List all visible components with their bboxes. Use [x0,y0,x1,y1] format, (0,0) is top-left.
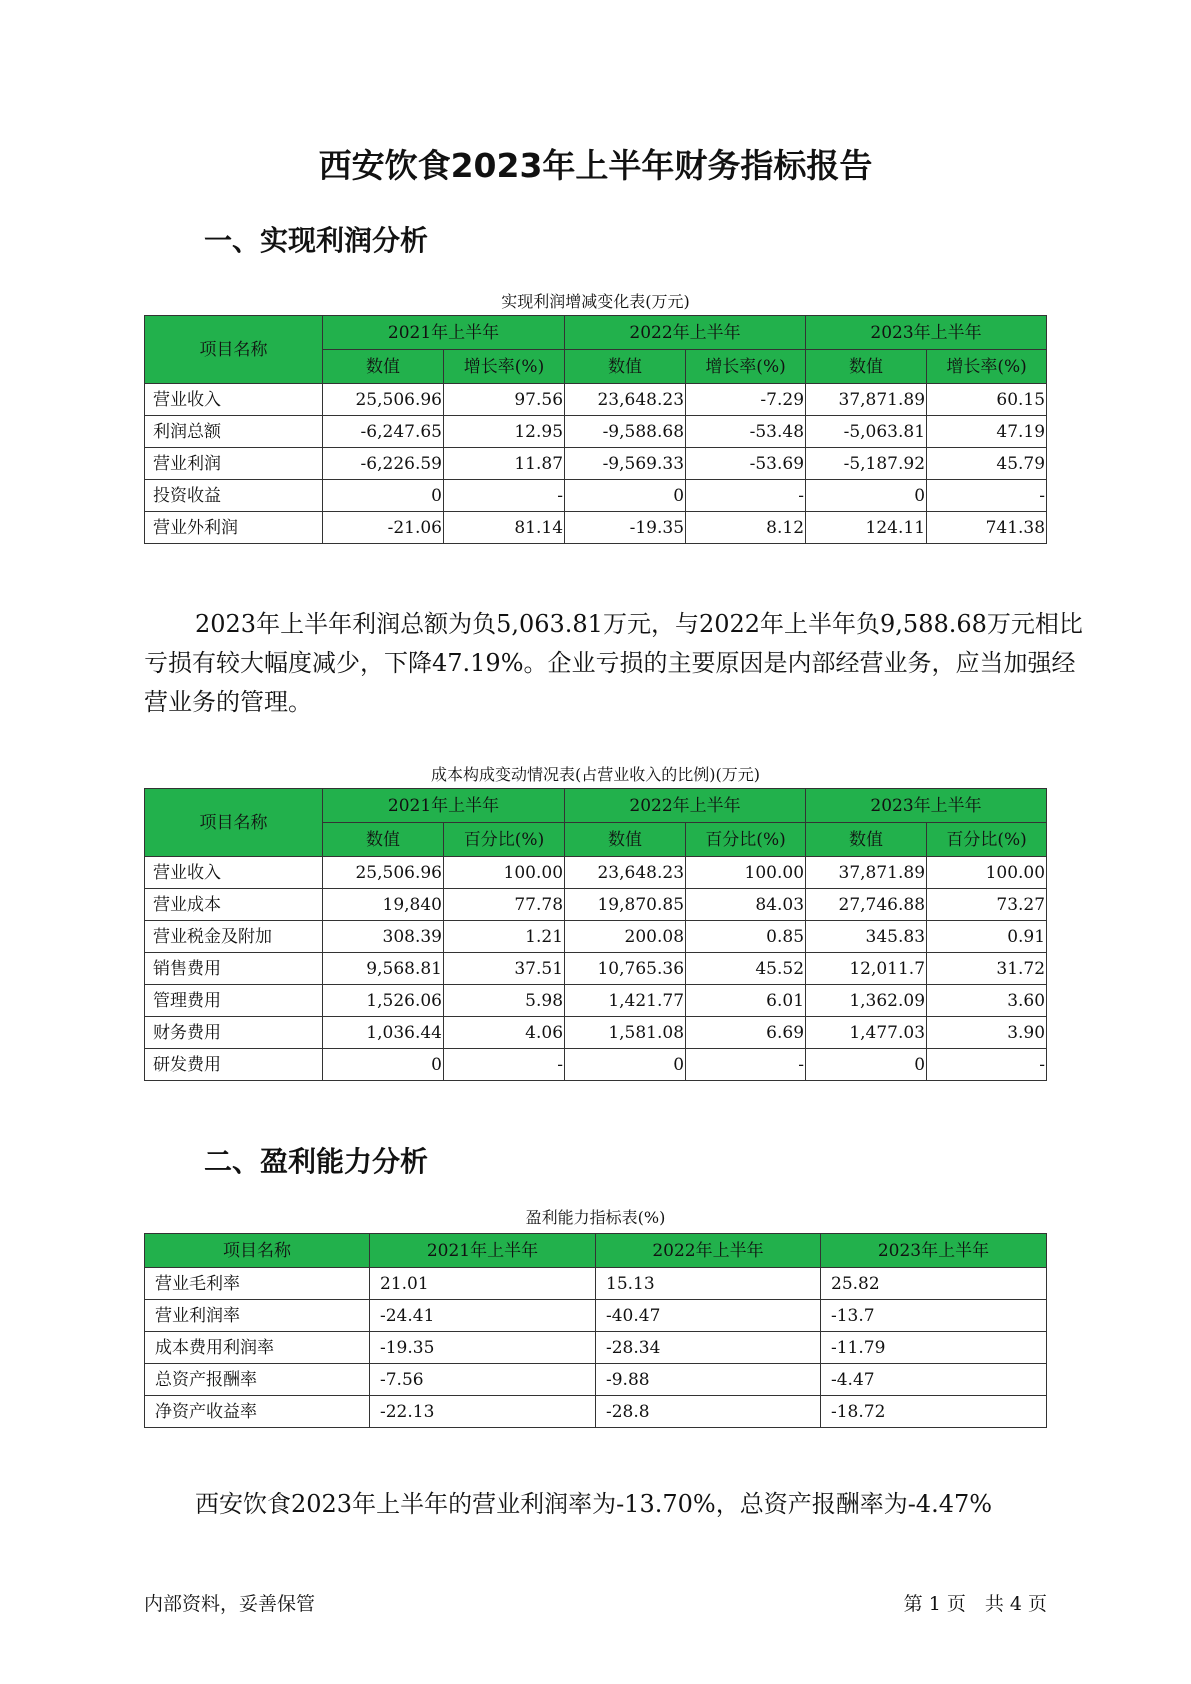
value-subheader: 数值 [806,350,927,384]
table-cell: 1,477.03 [806,1017,927,1049]
row-label: 利润总额 [145,416,323,448]
period-header: 2022年上半年 [565,789,806,823]
table-cell: - [927,480,1047,512]
profit-change-table [144,315,1047,544]
item-name-header: 项目名称 [145,789,323,857]
table-cell: -19.35 [370,1332,596,1364]
table-cell: 25,506.96 [323,384,444,416]
table-cell: 45.79 [927,448,1047,480]
table-cell: 0 [806,1049,927,1081]
table-row [145,921,1047,953]
table-cell: 45.52 [686,953,806,985]
period-header: 2021年上半年 [323,316,565,350]
table-cell: 4.06 [444,1017,565,1049]
row-label: 营业利润率 [145,1300,370,1332]
table-cell: 27,746.88 [806,889,927,921]
table-cell: -13.7 [821,1300,1047,1332]
table-cell: 10,765.36 [565,953,686,985]
table-row [145,1396,1047,1428]
table-cell: 19,870.85 [565,889,686,921]
row-label: 销售费用 [145,953,323,985]
table-cell: -28.34 [596,1332,821,1364]
period-header: 2022年上半年 [565,316,806,350]
table-cell: - [686,1049,806,1081]
table-row [145,416,1047,448]
table-cell: 60.15 [927,384,1047,416]
table-row [145,1364,1047,1396]
table-cell: - [686,480,806,512]
percent-subheader: 百分比(%) [927,823,1047,857]
table-cell: 5.98 [444,985,565,1017]
growth-subheader: 增长率(%) [686,350,806,384]
table-cell: 9,568.81 [323,953,444,985]
table-cell: 1,362.09 [806,985,927,1017]
table-cell: 15.13 [596,1268,821,1300]
table-header-row [145,1234,1047,1268]
period-header: 2023年上半年 [821,1234,1047,1268]
table-cell: -24.41 [370,1300,596,1332]
cost-structure-table [144,788,1047,1081]
table-cell: -53.48 [686,416,806,448]
table-caption-profit-change: 实现利润增减变化表(万元) [501,292,690,311]
table-cell: 1,036.44 [323,1017,444,1049]
table-cell: 19,840 [323,889,444,921]
item-name-header: 项目名称 [145,316,323,384]
table-cell: -21.06 [323,512,444,544]
row-label: 营业收入 [145,384,323,416]
table-cell: 6.01 [686,985,806,1017]
growth-subheader: 增长率(%) [444,350,565,384]
table-row [145,889,1047,921]
table-cell: -9,588.68 [565,416,686,448]
table-cell: 1,421.77 [565,985,686,1017]
table-cell: 84.03 [686,889,806,921]
period-header: 2021年上半年 [370,1234,596,1268]
table-cell: 0 [565,480,686,512]
table-cell: 37,871.89 [806,384,927,416]
table-row [145,384,1047,416]
row-label: 营业收入 [145,857,323,889]
value-subheader: 数值 [323,350,444,384]
table-cell: 77.78 [444,889,565,921]
profitability-table [144,1233,1047,1428]
table-cell: 100.00 [686,857,806,889]
value-subheader: 数值 [323,823,444,857]
row-label: 财务费用 [145,1017,323,1049]
table-cell: 741.38 [927,512,1047,544]
table-cell: -5,063.81 [806,416,927,448]
period-header: 2022年上半年 [596,1234,821,1268]
table-cell: -9.88 [596,1364,821,1396]
table-cell: -4.47 [821,1364,1047,1396]
table-cell: -9,569.33 [565,448,686,480]
table-cell: 3.60 [927,985,1047,1017]
table-cell: 0.85 [686,921,806,953]
table-cell: 37.51 [444,953,565,985]
row-label: 营业成本 [145,889,323,921]
table-cell: -18.72 [821,1396,1047,1428]
period-header: 2021年上半年 [323,789,565,823]
table-cell: 0.91 [927,921,1047,953]
table-cell: -7.56 [370,1364,596,1396]
table-cell: 0 [806,480,927,512]
page-number: 第 1 页 共 4 页 [903,1593,1047,1615]
table-cell: -53.69 [686,448,806,480]
table-cell: 6.69 [686,1017,806,1049]
table-row [145,953,1047,985]
table-cell: 12,011.7 [806,953,927,985]
section-heading-profitability: 二、盈利能力分析 [204,1145,429,1178]
row-label: 研发费用 [145,1049,323,1081]
table-cell: 25,506.96 [323,857,444,889]
row-label: 投资收益 [145,480,323,512]
table-cell: 8.12 [686,512,806,544]
table-cell: 25.82 [821,1268,1047,1300]
table-cell: -7.29 [686,384,806,416]
table-row [145,1017,1047,1049]
table-cell: -6,226.59 [323,448,444,480]
table-cell: 345.83 [806,921,927,953]
table-cell: 97.56 [444,384,565,416]
table-row [145,1332,1047,1364]
value-subheader: 数值 [565,823,686,857]
table-cell: 3.90 [927,1017,1047,1049]
table-cell: -11.79 [821,1332,1047,1364]
table-row [145,985,1047,1017]
table-cell: -5,187.92 [806,448,927,480]
row-label: 营业毛利率 [145,1268,370,1300]
period-header: 2023年上半年 [806,316,1047,350]
table-cell: 21.01 [370,1268,596,1300]
table-row [145,512,1047,544]
table-row [145,1268,1047,1300]
table-cell: 124.11 [806,512,927,544]
section-heading-profit: 一、实现利润分析 [204,224,429,257]
table-cell: 100.00 [444,857,565,889]
table-cell: 23,648.23 [565,384,686,416]
percent-subheader: 百分比(%) [686,823,806,857]
table-cell: -6,247.65 [323,416,444,448]
table-cell: - [444,1049,565,1081]
table-cell: 73.27 [927,889,1047,921]
period-header: 2023年上半年 [806,789,1047,823]
table-cell: 1.21 [444,921,565,953]
table-row [145,480,1047,512]
table-cell: 47.19 [927,416,1047,448]
row-label: 管理费用 [145,985,323,1017]
table-cell: 0 [565,1049,686,1081]
item-name-header: 项目名称 [145,1234,370,1268]
table-caption-cost-structure: 成本构成变动情况表(占营业收入的比例)(万元) [431,765,760,784]
table-cell: - [444,480,565,512]
table-header-row [145,316,1047,350]
table-cell: 100.00 [927,857,1047,889]
table-cell: -22.13 [370,1396,596,1428]
table-cell: -40.47 [596,1300,821,1332]
table-cell: 81.14 [444,512,565,544]
table-header-row [145,789,1047,823]
table-cell: 0 [323,1049,444,1081]
table-cell: 1,581.08 [565,1017,686,1049]
table-row [145,1300,1047,1332]
row-label: 净资产收益率 [145,1396,370,1428]
table-cell: 11.87 [444,448,565,480]
profit-analysis-paragraph: 2023年上半年利润总额为负5,063.81万元，与2022年上半年负9,588.68万元相比亏损有较大幅度减少，下降47.19%。企业亏损的主要原因是内部经营业务，应当加强经营业务的管理。 [144,610,1083,716]
table-cell: 12.95 [444,416,565,448]
table-cell: -28.8 [596,1396,821,1428]
growth-subheader: 增长率(%) [927,350,1047,384]
table-cell: 37,871.89 [806,857,927,889]
table-cell: 1,526.06 [323,985,444,1017]
profitability-paragraph: 西安饮食2023年上半年的营业利润率为-13.70%，总资产报酬率为-4.47% [195,1490,993,1518]
value-subheader: 数值 [565,350,686,384]
table-cell: 23,648.23 [565,857,686,889]
row-label: 营业外利润 [145,512,323,544]
table-cell: 31.72 [927,953,1047,985]
row-label: 总资产报酬率 [145,1364,370,1396]
table-cell: - [927,1049,1047,1081]
table-cell: -19.35 [565,512,686,544]
percent-subheader: 百分比(%) [444,823,565,857]
table-row [145,448,1047,480]
document-title: 西安饮食2023年上半年财务指标报告 [318,146,873,185]
row-label: 营业利润 [145,448,323,480]
table-cell: 0 [323,480,444,512]
table-caption-profitability: 盈利能力指标表(%) [525,1208,666,1227]
value-subheader: 数值 [806,823,927,857]
table-row [145,1049,1047,1081]
footer-confidential-note: 内部资料，妥善保管 [144,1593,316,1615]
row-label: 营业税金及附加 [145,921,323,953]
table-cell: 200.08 [565,921,686,953]
row-label: 成本费用利润率 [145,1332,370,1364]
table-cell: 308.39 [323,921,444,953]
table-row [145,857,1047,889]
